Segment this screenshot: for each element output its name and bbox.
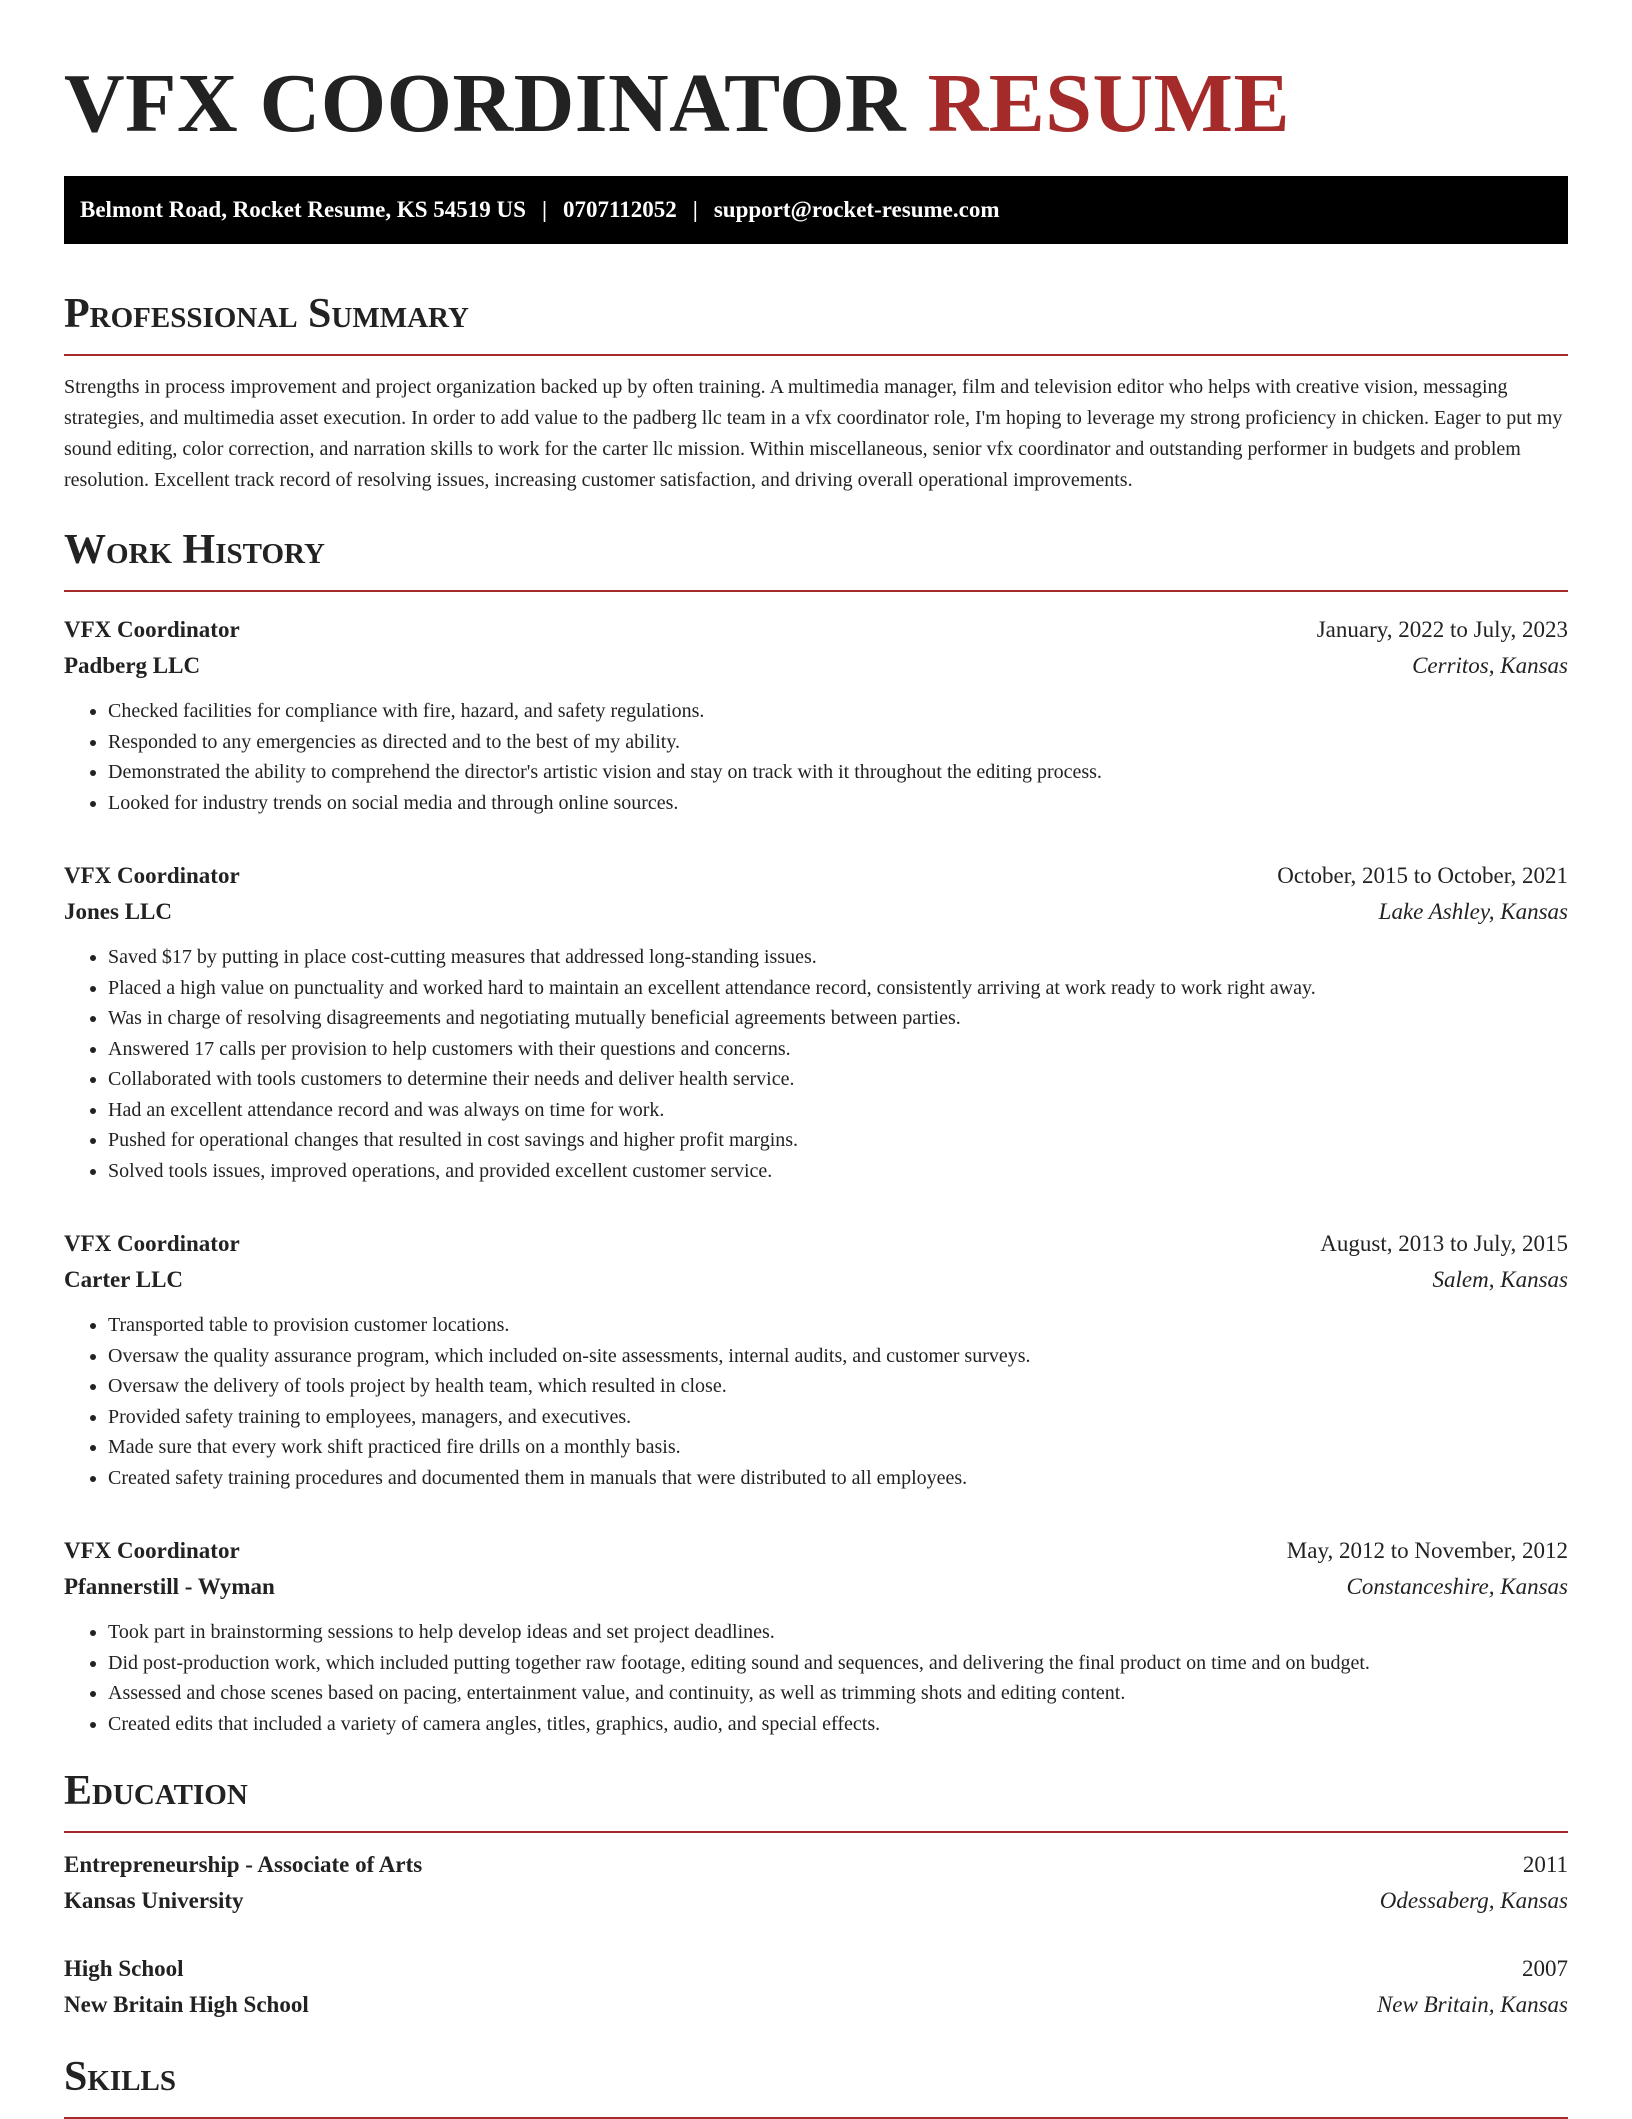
job-company-row — [64, 648, 1568, 684]
job-bullet: • Created edits that included a variety of camera angles, titles, graphics, audio, and special effects. — [108, 1709, 1568, 1740]
job-company-row — [64, 894, 1568, 930]
section-heading-education: Education — [64, 1768, 248, 1814]
education-school-row — [64, 1987, 1568, 2023]
job-company: Jones LLC — [64, 899, 172, 924]
job-company: Pfannerstill - Wyman — [64, 1574, 275, 1599]
section-heading-work-history: Work History — [64, 527, 325, 573]
job-title: VFX Coordinator — [64, 617, 240, 642]
section-divider — [64, 354, 1568, 356]
job-company: Carter LLC — [64, 1267, 184, 1292]
job-bullet: • Created safety training procedures and documented them in manuals that were distributed to all employees. — [108, 1463, 1568, 1494]
job-bullet-list — [64, 696, 1568, 818]
contact-phone: 0707112052 — [563, 197, 677, 222]
job-bullet: • Was in charge of resolving disagreements and negotiating mutually beneficial agreements between parties. — [108, 1003, 1568, 1034]
education-header-row — [64, 1847, 1568, 1883]
section-divider — [64, 590, 1568, 592]
contact-bar — [64, 176, 1568, 244]
education-year: 2007 — [1522, 1956, 1568, 1981]
education-location: Odessaberg, Kansas — [1379, 1888, 1568, 1913]
job-header-row — [64, 612, 1568, 648]
job-entry — [64, 858, 1568, 1186]
job-bullet-list — [64, 942, 1568, 1186]
page-title — [64, 56, 1568, 152]
job-bullet: • Solved tools issues, improved operations, and provided excellent customer service. — [108, 1156, 1568, 1187]
education-degree: High School — [64, 1956, 184, 1981]
job-location: Salem, Kansas — [1432, 1267, 1568, 1292]
job-bullet: • Collaborated with tools customers to determine their needs and deliver health service. — [108, 1064, 1568, 1095]
work-history-section — [64, 524, 1568, 1739]
job-location: Cerritos, Kansas — [1412, 653, 1568, 678]
contact-email: support@rocket-resume.com — [713, 197, 1000, 222]
education-year: 2011 — [1522, 1852, 1568, 1877]
education-section — [64, 1765, 1568, 2023]
job-bullet: • Checked facilities for compliance with fire, hazard, and safety regulations. — [108, 696, 1568, 727]
job-bullet: • Made sure that every work shift practiced fire drills on a monthly basis. — [108, 1432, 1568, 1463]
skills-section — [64, 2051, 1568, 2119]
job-bullet: • Provided safety training to employees, managers, and executives. — [108, 1402, 1568, 1433]
job-bullet: • Had an excellent attendance record and was always on time for work. — [108, 1095, 1568, 1126]
job-dates: October, 2015 to October, 2021 — [1277, 863, 1568, 888]
job-bullet: • Transported table to provision customer locations. — [108, 1310, 1568, 1341]
summary-text: Strengths in process improvement and project organization backed up by often training. A multimedia manager, film and television editor who helps with creative vision, messaging strategies, and multimedia asset execution. In order to add value to the padberg llc team in a vfx coordinator role, I'm hoping to leverage my strong proficiency in chicken. Eager to put my sound editing, color correction, and narration skills to work for the carter llc mission. Within miscellaneous, senior vfx coordinator and outstanding performer in budgets and problem resolution. Excellent track record of resolving issues, increasing customer satisfaction, and driving overall operational improvements. — [64, 376, 1563, 491]
contact-address: Belmont Road, Rocket Resume, KS 54519 US — [80, 197, 526, 222]
education-location: New Britain, Kansas — [1376, 1992, 1568, 2017]
job-title: VFX Coordinator — [64, 1231, 240, 1256]
job-bullet: • Demonstrated the ability to comprehend the director's artistic vision and stay on track with it throughout the editing process. — [108, 757, 1568, 788]
education-entry — [64, 1847, 1568, 1919]
education-school: Kansas University — [64, 1888, 244, 1913]
job-title: VFX Coordinator — [64, 863, 240, 888]
job-bullet: • Pushed for operational changes that resulted in cost savings and higher profit margins. — [108, 1125, 1568, 1156]
section-heading-summary: Professional Summary — [64, 291, 469, 337]
contact-separator: | — [692, 197, 698, 222]
education-entry — [64, 1951, 1568, 2023]
job-header-row — [64, 1226, 1568, 1262]
job-header-row — [64, 1533, 1568, 1569]
contact-separator: | — [541, 197, 548, 222]
job-header-row — [64, 858, 1568, 894]
job-location: Constanceshire, Kansas — [1346, 1574, 1568, 1599]
job-company-row — [64, 1262, 1568, 1298]
job-company-row — [64, 1569, 1568, 1605]
job-bullet: • Oversaw the delivery of tools project by health team, which resulted in close. — [108, 1371, 1568, 1402]
education-degree: Entrepreneurship - Associate of Arts — [64, 1852, 423, 1877]
job-dates: January, 2022 to July, 2023 — [1316, 617, 1568, 642]
job-bullet: • Responded to any emergencies as directed and to the best of my ability. — [108, 727, 1568, 758]
education-school-row — [64, 1883, 1568, 1919]
education-school: New Britain High School — [64, 1992, 309, 2017]
job-bullet: • Answered 17 calls per provision to help customers with their questions and concerns. — [108, 1034, 1568, 1065]
job-bullet: • Did post-production work, which included putting together raw footage, editing sound and sequences, and delivering the final product on time and on budget. — [108, 1648, 1568, 1679]
job-title: VFX Coordinator — [64, 1538, 240, 1563]
job-bullet: • Looked for industry trends on social media and through online sources. — [108, 788, 1568, 819]
section-divider — [64, 1831, 1568, 1833]
job-bullet: • Saved $17 by putting in place cost-cutting measures that addressed long-standing issues. — [108, 942, 1568, 973]
job-dates: August, 2013 to July, 2015 — [1320, 1231, 1568, 1256]
job-dates: May, 2012 to November, 2012 — [1286, 1538, 1568, 1563]
job-bullet-list — [64, 1617, 1568, 1739]
education-header-row — [64, 1951, 1568, 1987]
section-heading-skills: Skills — [64, 2054, 177, 2100]
job-bullet-list — [64, 1310, 1568, 1493]
title-main: VFX COORDINATOR — [64, 57, 907, 150]
job-entry — [64, 1226, 1568, 1493]
job-bullet: • Took part in brainstorming sessions to help develop ideas and set project deadlines. — [108, 1617, 1568, 1648]
job-bullet: • Assessed and chose scenes based on pacing, entertainment value, and continuity, as well as trimming shots and editing content. — [108, 1678, 1568, 1709]
job-entry — [64, 1533, 1568, 1739]
job-company: Padberg LLC — [64, 653, 201, 678]
job-entry — [64, 612, 1568, 818]
title-accent: RESUME — [927, 57, 1290, 150]
professional-summary-section — [64, 288, 1568, 496]
job-bullet: • Placed a high value on punctuality and worked hard to maintain an excellent attendance record, consistently arriving at work ready to work right away. — [108, 973, 1568, 1004]
job-bullet: • Oversaw the quality assurance program, which included on-site assessments, internal audits, and customer surveys. — [108, 1341, 1568, 1372]
job-location: Lake Ashley, Kansas — [1378, 899, 1568, 924]
